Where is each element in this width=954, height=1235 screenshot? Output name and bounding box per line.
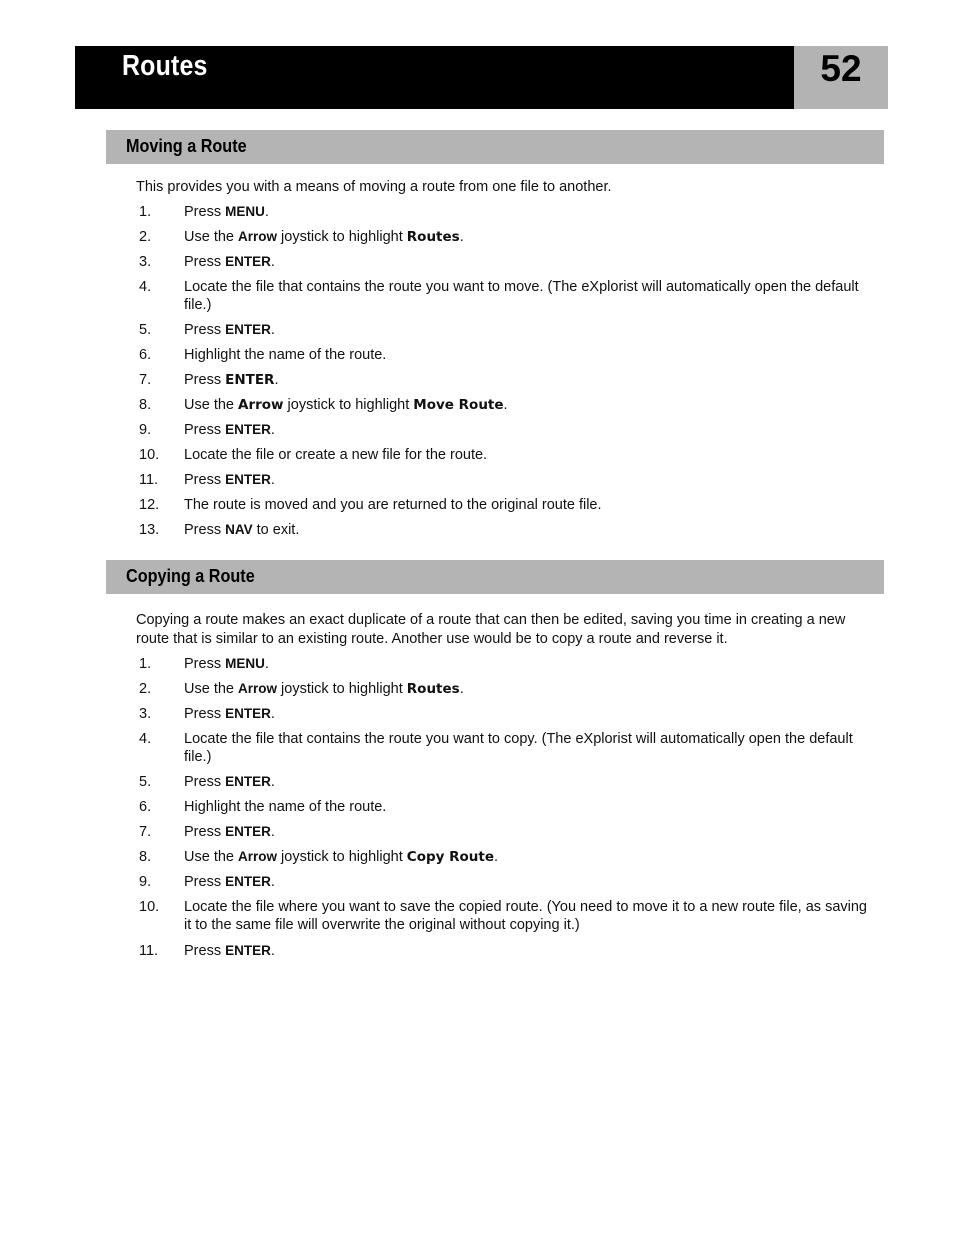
step-keyword: ENTER	[225, 322, 271, 337]
step-keyword: Arrow	[238, 397, 284, 413]
step-text-part: Highlight the name of the route.	[184, 347, 387, 363]
step-text-part: .	[459, 681, 464, 697]
step-text-part: Locate the file that contains the route you want to copy. (The eXplorist will automatically open the default file.)	[184, 731, 853, 765]
step-text-part: .	[264, 656, 269, 672]
section-title: Moving a Route	[126, 136, 247, 156]
step-text-part: .	[270, 322, 275, 338]
step-text	[184, 942, 869, 960]
step-text-part: .	[270, 422, 275, 438]
step-text-part: joystick to highlight	[277, 849, 407, 865]
step-text	[184, 203, 869, 221]
step-text-part: .	[274, 372, 279, 388]
step-text-part: .	[270, 824, 275, 840]
step-text-part: Press	[184, 472, 226, 488]
step-number: 2.	[139, 681, 152, 697]
step-number: 6.	[139, 799, 152, 815]
step-text-part: Press	[184, 706, 226, 722]
step-text-part: joystick to highlight	[277, 681, 407, 697]
step-number: 9.	[139, 874, 152, 890]
step-text	[184, 446, 869, 464]
step-text-part: Use the	[184, 849, 238, 865]
step-number: 9.	[139, 422, 152, 438]
step-text-part: Locate the file where you want to save the copied route. (You need to move it to a new route file, as saving it to the same file will overwrite the original without copying it.)	[184, 899, 867, 933]
step-keyword: ENTER	[225, 422, 271, 437]
step-text-part: .	[459, 229, 464, 245]
step-number: 10.	[139, 899, 160, 915]
step-text-part: .	[264, 204, 269, 220]
step-keyword: NAV	[225, 522, 253, 537]
step-text-part: Highlight the name of the route.	[184, 799, 387, 815]
step-text-part: Press	[184, 372, 226, 388]
step-text-part: Press	[184, 774, 226, 790]
step-keyword: ENTER	[225, 943, 271, 958]
step-text	[184, 278, 869, 314]
section-title: Copying a Route	[126, 566, 255, 586]
step-text	[184, 873, 869, 891]
step-number: 11.	[139, 943, 159, 959]
step-text-part: Press	[184, 254, 226, 270]
chapter-header	[75, 46, 794, 109]
step-number: 3.	[139, 254, 152, 270]
step-text-part: Locate the file or create a new file for the route.	[184, 447, 488, 463]
step-text	[184, 346, 869, 364]
step-number: 8.	[139, 849, 152, 865]
step-number: 10.	[139, 447, 160, 463]
step-text-part: joystick to highlight	[283, 397, 414, 413]
step-number: 4.	[139, 279, 152, 295]
step-number: 5.	[139, 322, 152, 338]
step-number: 12.	[139, 497, 160, 513]
section-header-copying	[106, 560, 884, 594]
section-intro: This provides you with a means of moving a route from one file to another.	[136, 179, 612, 195]
chapter-title: Routes	[122, 50, 208, 82]
step-keyword: ENTER	[225, 774, 271, 789]
step-keyword: Arrow	[238, 849, 278, 864]
step-text-part: Press	[184, 322, 226, 338]
step-number: 5.	[139, 774, 152, 790]
step-keyword: Routes	[406, 681, 460, 697]
step-text	[184, 471, 869, 489]
step-number: 3.	[139, 706, 152, 722]
step-number: 7.	[139, 824, 152, 840]
step-text-part: Press	[184, 656, 226, 672]
step-text-part: .	[270, 472, 275, 488]
step-text	[184, 253, 869, 271]
step-text	[184, 798, 869, 816]
step-text	[184, 496, 869, 514]
step-text-part: .	[494, 849, 499, 865]
step-keyword: ENTER	[225, 372, 275, 388]
step-keyword: Routes	[406, 229, 460, 245]
step-keyword: Arrow	[238, 681, 278, 696]
step-keyword: ENTER	[225, 254, 271, 269]
step-text	[184, 898, 869, 934]
step-text	[184, 421, 869, 439]
step-keyword: ENTER	[225, 706, 271, 721]
step-text	[184, 396, 869, 414]
step-number: 2.	[139, 229, 152, 245]
page-number-box	[794, 46, 888, 109]
step-text-part: Press	[184, 204, 226, 220]
step-text-part: .	[270, 943, 275, 959]
step-number: 11.	[139, 472, 159, 488]
step-text	[184, 228, 869, 246]
step-text-part: Use the	[184, 229, 238, 245]
step-text-part: Use the	[184, 681, 238, 697]
step-text-part: joystick to highlight	[277, 229, 407, 245]
step-text-part: Press	[184, 874, 226, 890]
step-number: 1.	[139, 656, 152, 672]
step-number: 8.	[139, 397, 152, 413]
step-text	[184, 705, 869, 723]
step-text-part: .	[270, 874, 275, 890]
step-text	[184, 680, 869, 698]
step-number: 1.	[139, 204, 152, 220]
step-keyword: Copy Route	[406, 849, 495, 865]
section-header-moving	[106, 130, 884, 164]
step-text-part: Press	[184, 522, 226, 538]
step-text-part: to exit.	[252, 522, 300, 538]
step-keyword: Move Route	[413, 397, 504, 413]
step-text-part: Press	[184, 824, 226, 840]
step-text	[184, 371, 869, 389]
step-keyword: MENU	[225, 204, 265, 219]
step-text	[184, 730, 869, 766]
step-text-part: .	[270, 774, 275, 790]
step-keyword: ENTER	[225, 824, 271, 839]
step-text-part: Use the	[184, 397, 238, 413]
step-number: 7.	[139, 372, 152, 388]
step-text	[184, 521, 869, 539]
step-text-part: .	[270, 254, 275, 270]
step-number: 4.	[139, 731, 152, 747]
step-text-part: Locate the file that contains the route you want to move. (The eXplorist will automatically open the default file.)	[184, 279, 859, 313]
step-keyword: MENU	[225, 656, 265, 671]
step-text	[184, 655, 869, 673]
step-text	[184, 823, 869, 841]
step-keyword: ENTER	[225, 472, 271, 487]
step-text	[184, 848, 869, 866]
step-text-part: The route is moved and you are returned to the original route file.	[184, 497, 602, 513]
step-text-part: .	[503, 397, 508, 413]
section-intro: Copying a route makes an exact duplicate of a route that can then be edited, saving you time in creating a new route that is similar to an existing route. Another use would be to copy a route and reverse it.	[136, 612, 846, 647]
step-text	[184, 321, 869, 339]
step-number: 13.	[139, 522, 160, 538]
step-keyword: Arrow	[238, 229, 278, 244]
step-keyword: ENTER	[225, 874, 271, 889]
step-text-part: Press	[184, 422, 226, 438]
step-number: 6.	[139, 347, 152, 363]
page-number: 52	[820, 48, 862, 89]
step-text-part: .	[270, 706, 275, 722]
step-text-part: Press	[184, 943, 226, 959]
step-text	[184, 773, 869, 791]
